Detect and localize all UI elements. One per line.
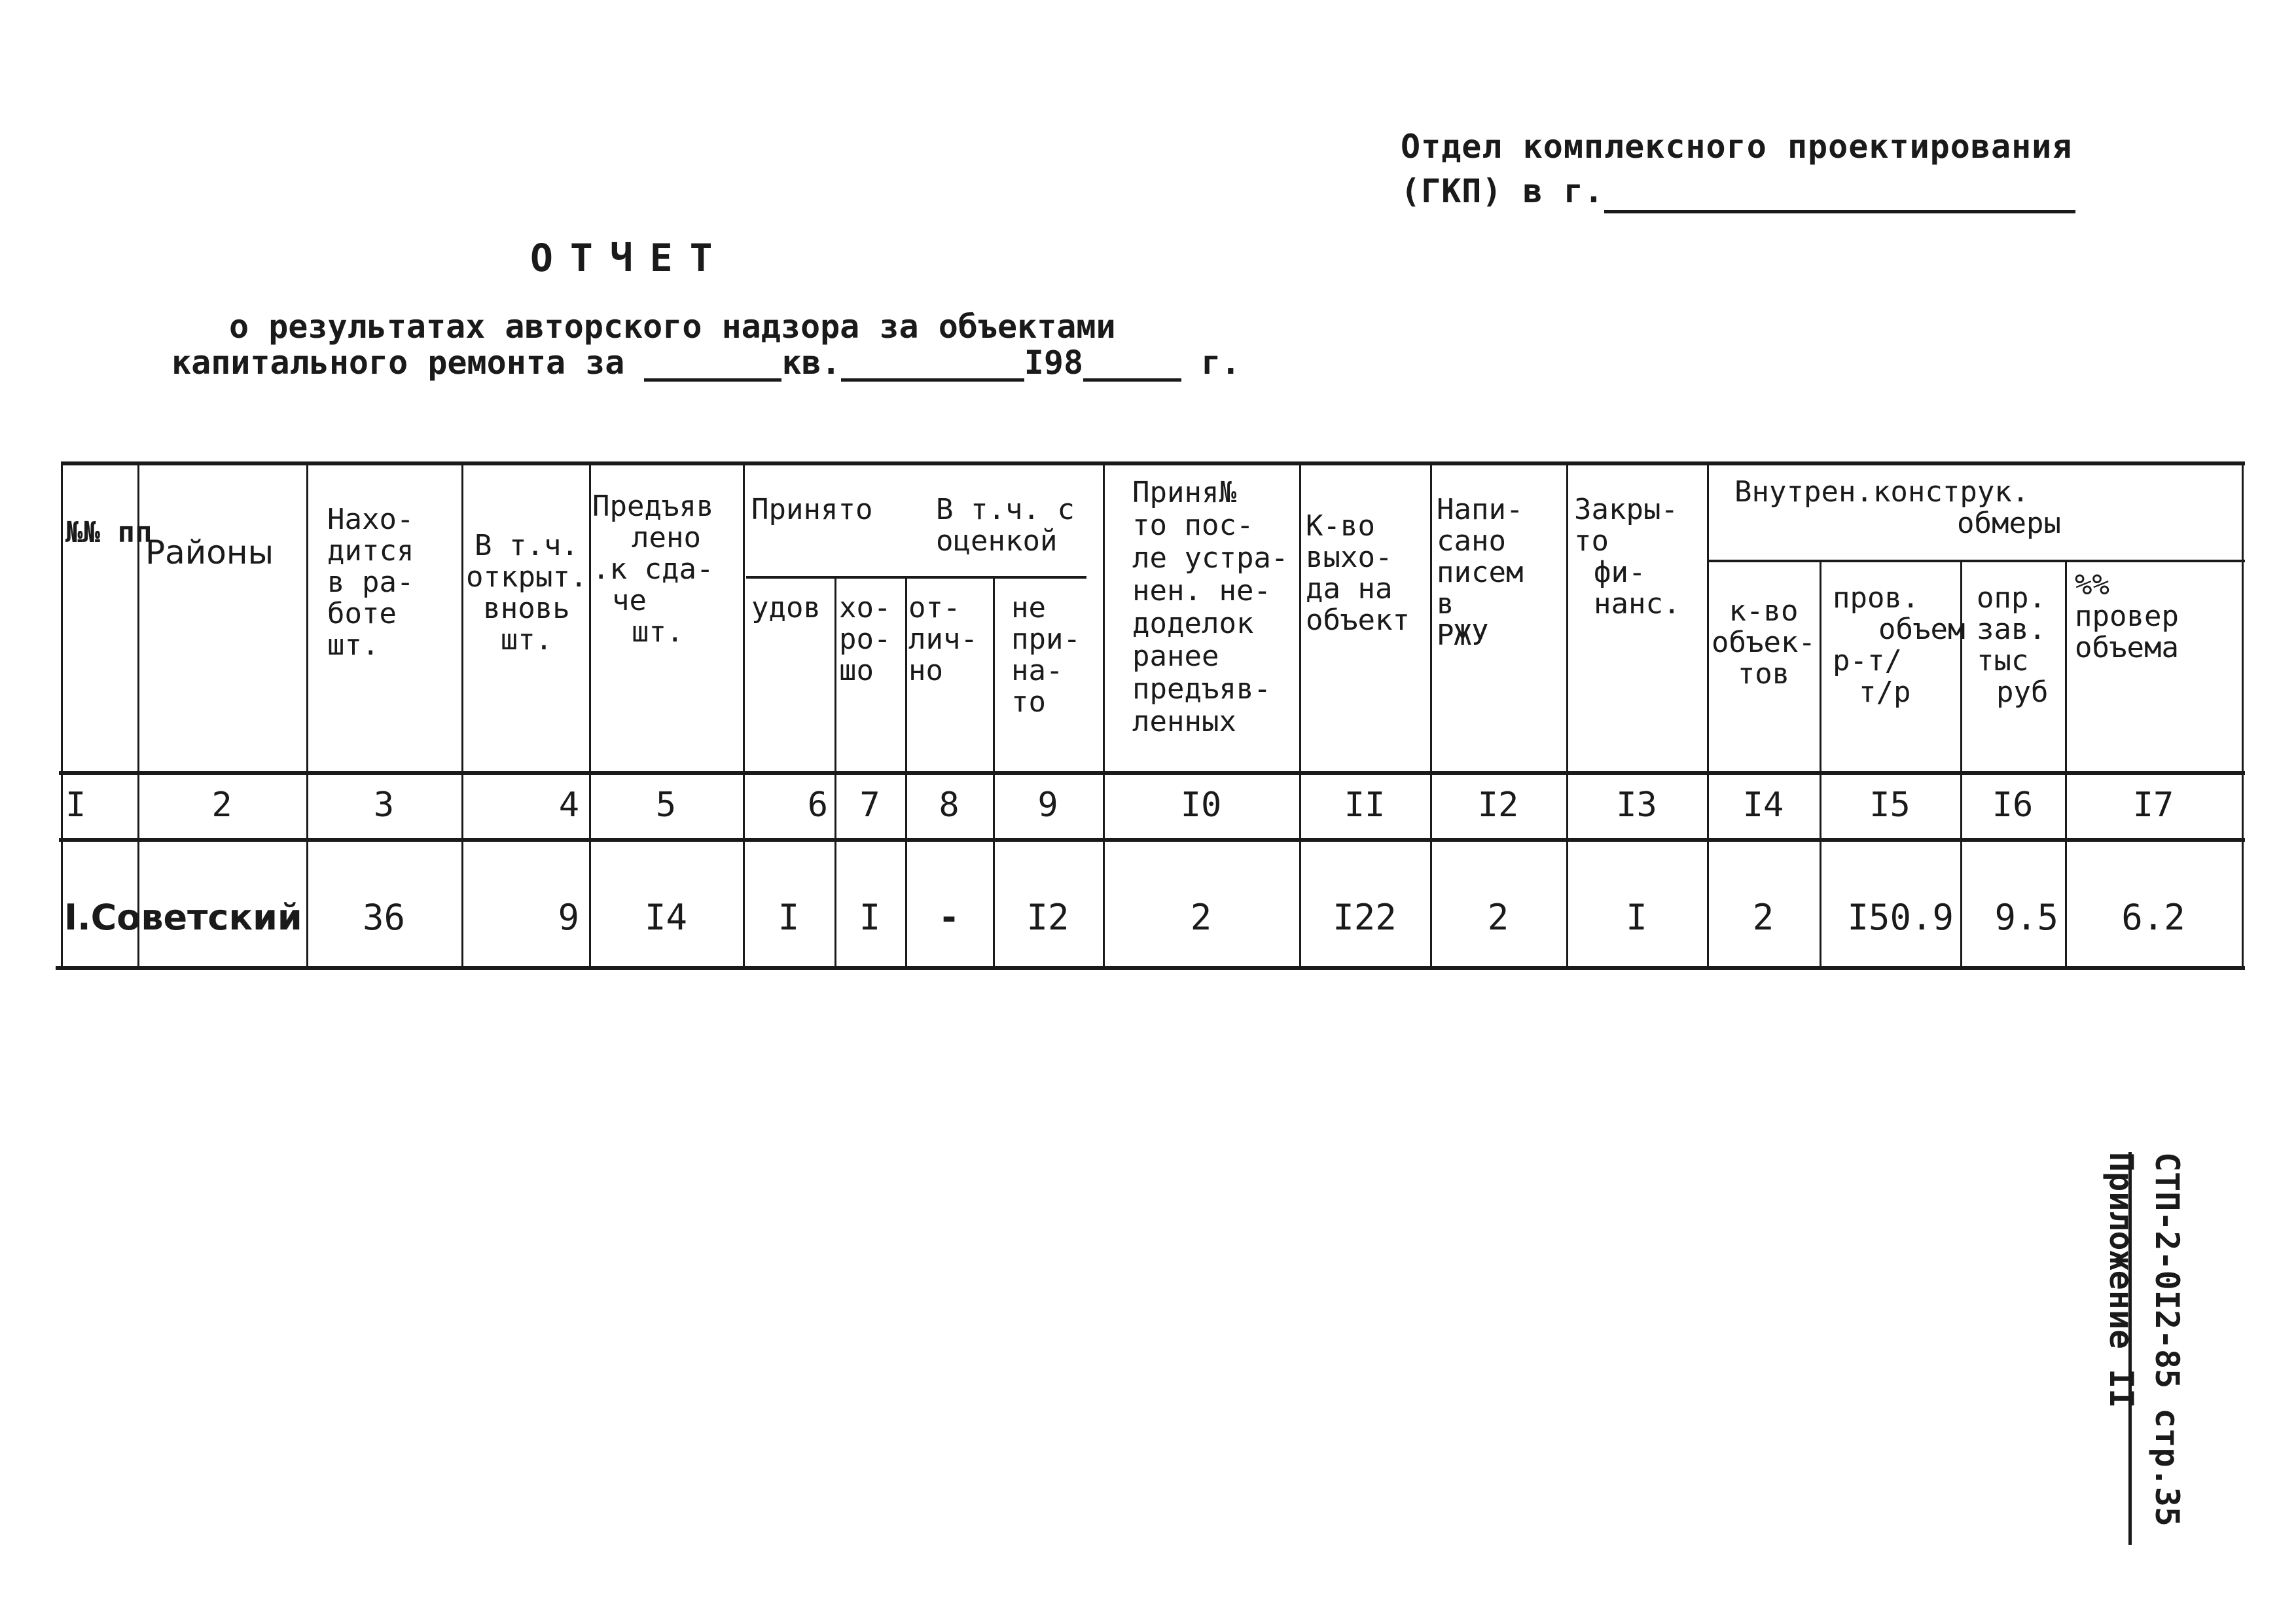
table-bottom-rule bbox=[56, 966, 2245, 970]
header-col9: не при- на- то bbox=[1011, 591, 1081, 719]
cell-v13: I bbox=[1626, 897, 1647, 938]
cell-v9: I2 bbox=[1026, 897, 1069, 938]
cell-v5: I4 bbox=[644, 897, 688, 938]
numbers-bottom-rule bbox=[59, 838, 2245, 842]
vnutren-group-rule bbox=[1708, 560, 2245, 562]
header-rayony: Районы bbox=[145, 533, 274, 571]
vrule-10 bbox=[1299, 461, 1301, 969]
header-prinyato: Принято bbox=[751, 493, 873, 526]
cell-v4: 9 bbox=[558, 897, 579, 938]
colnum-8: 8 bbox=[939, 785, 960, 825]
header-col5: Предъяв лено .к сда- че шт. bbox=[592, 490, 714, 649]
report-subtitle-line1: о результатах авторского надзора за объектами bbox=[229, 308, 1116, 346]
header-col8: от- лич- но bbox=[908, 591, 978, 687]
cell-v3: 36 bbox=[362, 897, 406, 938]
vrule-5 bbox=[743, 461, 745, 969]
vrule-12 bbox=[1566, 461, 1568, 969]
header-col4: В т.ч. открыт. вновь шт. bbox=[466, 529, 588, 657]
cell-v12: 2 bbox=[1487, 897, 1509, 938]
cell-v15: I50.9 bbox=[1847, 897, 1954, 938]
year-blank bbox=[1083, 350, 1181, 382]
cell-v10: 2 bbox=[1190, 897, 1212, 938]
department-line1: Отдел комплексного проектирования bbox=[1401, 128, 2073, 166]
vrule-17 bbox=[2242, 461, 2244, 969]
header-col13: Закры- то фи- нанс. bbox=[1574, 493, 1681, 621]
colnum-14: I4 bbox=[1742, 785, 1784, 825]
colnum-4: 4 bbox=[558, 785, 579, 825]
report-title: ОТЧЕТ bbox=[530, 236, 730, 280]
header-col6: удов bbox=[751, 591, 821, 624]
cell-v6: I bbox=[778, 897, 800, 938]
department-line2: (ГКП) в г. bbox=[1401, 169, 2075, 213]
cell-v7: I bbox=[859, 897, 881, 938]
department-block bbox=[1401, 124, 2075, 213]
vrule-9 bbox=[1103, 461, 1105, 969]
header-col11: К-во выхо- да на объект bbox=[1306, 509, 1410, 637]
document-code: СТП-2-0I2-85 стр.35 bbox=[2148, 1152, 2186, 1526]
vrule-4 bbox=[589, 461, 591, 969]
cell-v11: I22 bbox=[1333, 897, 1397, 938]
city-blank bbox=[1604, 177, 2075, 213]
colnum-9: 9 bbox=[1037, 785, 1058, 825]
report-subtitle-line2: капитального ремонта за кв. I98 г. bbox=[171, 344, 1241, 382]
colnum-2: 2 bbox=[211, 785, 232, 825]
colnum-1: I bbox=[65, 785, 86, 825]
vrule-13 bbox=[1707, 461, 1709, 969]
header-col14: к-во объек- тов bbox=[1712, 594, 1816, 691]
colnum-17: I7 bbox=[2132, 785, 2174, 825]
prinyato-group-rule bbox=[746, 576, 1086, 579]
header-col15: пров. объем р-т/ т/р bbox=[1833, 581, 1965, 709]
kv-blank bbox=[841, 350, 1024, 382]
header-col3: Нахо- дится в ра- боте шт. bbox=[327, 503, 414, 662]
table-top-rule bbox=[62, 461, 2245, 465]
side-note bbox=[2094, 1152, 2199, 1558]
vrule-11 bbox=[1430, 461, 1432, 969]
colnum-5: 5 bbox=[655, 785, 677, 825]
vrule-2 bbox=[306, 461, 308, 969]
header-col7: хо- ро- шо bbox=[839, 591, 891, 687]
header-vtch-ocenkoy: В т.ч. с оценкой bbox=[936, 493, 1075, 558]
quarter-blank bbox=[644, 350, 781, 382]
header-col17: %% провер объема bbox=[2075, 568, 2179, 664]
header-col12: Напи- сано писем в РЖУ bbox=[1437, 493, 1524, 652]
vrule-3 bbox=[461, 461, 463, 969]
colnum-12: I2 bbox=[1477, 785, 1519, 825]
colnum-7: 7 bbox=[859, 785, 880, 825]
cell-v17: 6.2 bbox=[2121, 897, 2185, 938]
header-col10: Приня№ то пос- ле устра- нен. не- доделок ранее предъяв- ленных bbox=[1132, 476, 1289, 738]
header-bottom-rule bbox=[59, 771, 2245, 775]
appendix-label: Приложение II bbox=[2102, 1152, 2140, 1409]
colnum-3: 3 bbox=[373, 785, 395, 825]
cell-district: I.Советский bbox=[64, 897, 302, 938]
colnum-10: I0 bbox=[1180, 785, 1222, 825]
header-col16: опр. зав. тыс руб bbox=[1977, 581, 2049, 709]
colnum-15: I5 bbox=[1869, 785, 1910, 825]
colnum-6: 6 bbox=[807, 785, 828, 825]
colnum-16: I6 bbox=[1992, 785, 2034, 825]
cell-v16: 9.5 bbox=[1994, 897, 2058, 938]
header-number: №№ пп bbox=[65, 516, 152, 549]
cell-v14: 2 bbox=[1752, 897, 1774, 938]
header-vnutren-group: Внутрен.конструк. обмеры bbox=[1734, 475, 2061, 540]
cell-v8: - bbox=[938, 897, 960, 938]
colnum-11: II bbox=[1344, 785, 1386, 825]
colnum-13: I3 bbox=[1616, 785, 1657, 825]
vrule-0 bbox=[61, 461, 63, 969]
